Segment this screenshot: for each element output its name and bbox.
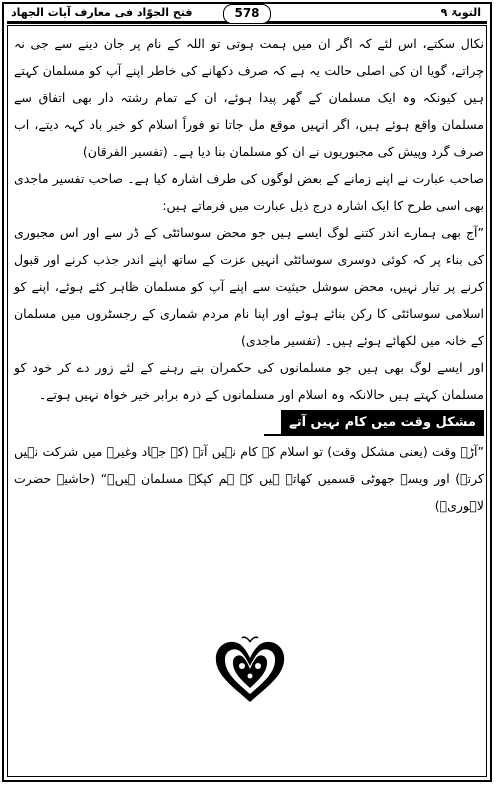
page-header xyxy=(7,4,487,24)
heart-ornament-icon xyxy=(212,636,288,704)
heading-underline xyxy=(264,434,484,436)
section-heading xyxy=(14,410,484,436)
paragraph-1: نکال سکتے، اس لئے کہ اگر ان میں ہمت ہوتی تو اللہ کے نام پر جان دینے سے جی نہ چراتے، گویا ان کی اصلی حالت یہ ہے کہ صرف دکھانے کی خاطر اپنے آپ کو مسلمان کہتے ہیں کیونکہ وہ ایک مسلمان کے گھر پیدا ہوئے، ان کے تمام رشتہ دار بھی اتفاق سے مسلمان واقع ہوئے ہیں، اگر انہیں موقع مل جاتا تو فوراً اسلام کو خیر باد کہہ دیتے، اب صرف گرد وپیش کی مجبوریوں نے ان کو مسلمان بنا دیا ہے۔ (تفسیر الفرقان) xyxy=(14,36,484,159)
paragraph-2: صاحب عبارت نے اپنے زمانے کے بعض لوگوں کی طرف اشارہ کیا ہے۔ صاحب تفسیر ماجدی بھی اسی طرح کا ایک اشارہ درج ذیل عبارت میں فرماتے ہیں: xyxy=(14,171,484,213)
page-content xyxy=(14,30,484,519)
quote-majidi: ”آج بھی ہمارے اندر کتنے لوگ ایسے ہیں جو محض سوسائٹی کے ڈر سے اور اس مجبوری کی بناء پر کہ کوئی دوسری سوسائٹی انہیں عزت کے ساتھ اپنے اندر جذب کرنے اور قبول کرنے پر تیار نہیں، محض سوشل حیثیت سے اپنے آپ کو مسلمان ظاہر کئے ہوئے، اپنے کو اسلامی سوسائٹی کا رکن بنائے ہوئے اور اپنا نام مردم شماری کے رجسٹروں میں مسلمان کے خانہ میں لکھائے ہوئے ہیں۔ (تفسیر ماجدی) xyxy=(14,225,484,348)
paragraph-4: ”آڑے وقت (یعنی مشکل وقت) تو اسلام کے کام نہیں آتے (کہ جہاد وغیرہ میں شرکت نہیں کرتے) اور ویسے جھوٹی قسمیں کھاتے ہیں کہ ہم کپکے مسلمان ہیں۔“ (حاشیہ حضرت لاہوریؒ) xyxy=(14,444,484,513)
chapter-label: التوبۃ ۹ xyxy=(440,6,481,19)
book-title: فتح الجوّاد فی معارف آیات الجهاد xyxy=(11,6,193,19)
section-heading-label: مشکل وقت میں کام نہیں آتے xyxy=(281,410,484,436)
paragraph-3: اور ایسے لوگ بھی ہیں جو مسلمانوں کی حکمران بنے رہنے کے لئے زور دے کر خود کو مسلمان کہتے ہیں حالانکہ وہ اسلام اور مسلمانوں کے ذرہ برابر خیر خواہ نہیں ہوتے۔ xyxy=(14,360,484,402)
page-number: 578 xyxy=(223,4,271,24)
